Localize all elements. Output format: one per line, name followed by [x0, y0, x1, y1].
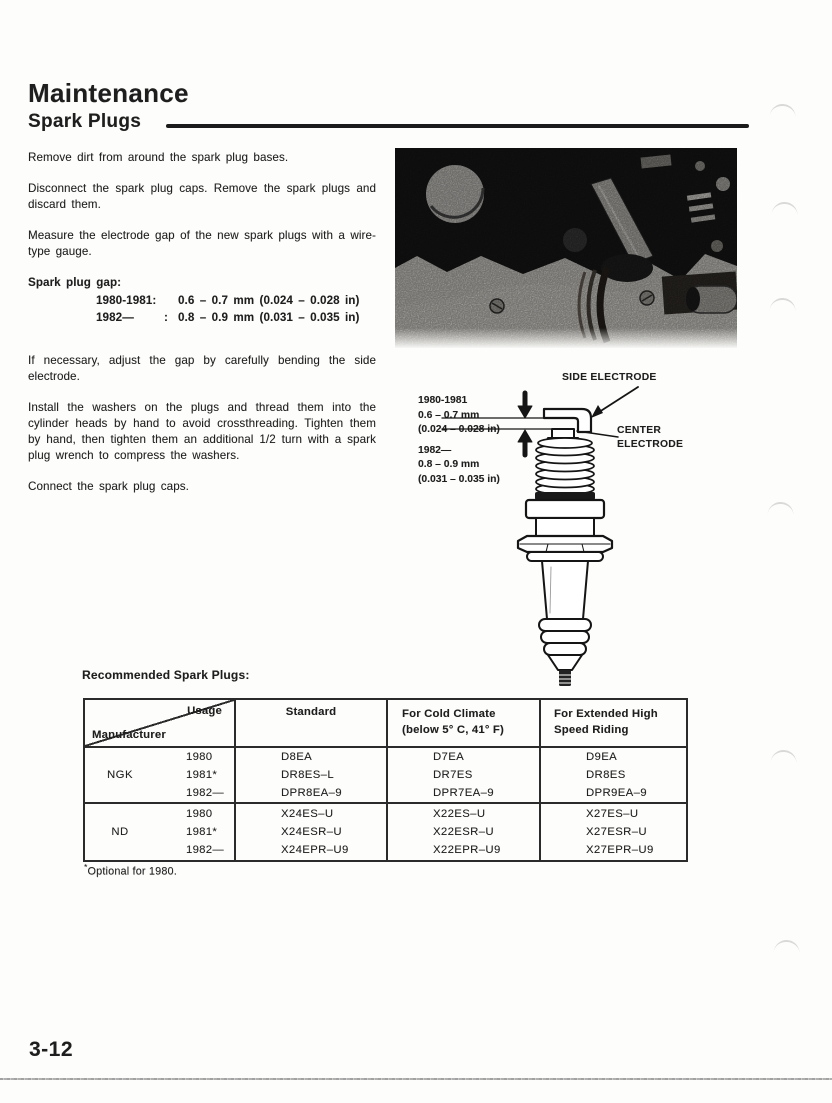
- spark-plug-diagram: [410, 368, 720, 698]
- thread-ribs: [536, 438, 594, 495]
- paragraph: Connect the spark plug caps.: [28, 480, 189, 493]
- bottom-rule: [0, 1078, 832, 1080]
- spec-row: [96, 309, 376, 326]
- gap-spec-1980-1981: 1980-1981 0.6 – 0.7 mm (0.024 – 0.028 in): [418, 395, 500, 435]
- tip-taper-shape: [548, 655, 582, 670]
- paragraph: Remove dirt from around the spark plug bases.: [28, 151, 289, 164]
- side-electrode-leader: [591, 387, 638, 418]
- body-text-column: [28, 150, 376, 510]
- cold-climate-cell: X22ES–U X22ESR–U X22EPR–U9: [386, 804, 539, 860]
- section-title: Spark Plugs: [28, 111, 142, 132]
- spec-years: 1982—: [96, 311, 134, 324]
- gasket-band: [535, 492, 595, 500]
- paragraph: Measure the electrode gap of the new spark plugs with a wire-type gauge.: [28, 229, 376, 258]
- paragraph: Disconnect the spark plug caps. Remove the spark plugs and discard them.: [28, 182, 376, 211]
- standard-header: Standard: [234, 700, 386, 746]
- paragraph: Install the washers on the plugs and thread them into the cylinder heads by hand to avoid crossthreading. Tighten them by hand, then tighten them an additional 1/2 turn with a spark plug wrench to compress the washers.: [28, 401, 376, 462]
- insulator-ribs: [539, 619, 591, 655]
- hex-nut-shape: [518, 536, 612, 552]
- gap-spec-1982: 1982— 0.8 – 0.9 mm (0.031 – 0.035 in): [418, 444, 500, 485]
- insulator-shape: [542, 561, 588, 619]
- cold-climate-header: For Cold Climate (below 5° C, 41° F): [386, 700, 539, 746]
- spark-plug-table: [83, 698, 688, 862]
- spec-colon: [164, 292, 178, 309]
- spec-value: 0.8 – 0.9 mm (0.031 – 0.035 in): [178, 311, 360, 324]
- table-heading: Recommended Spark Plugs:: [82, 668, 250, 682]
- standard-cell: X24ES–U X24ESR–U X24EPR–U9: [234, 804, 386, 860]
- scan-artifact: [772, 201, 799, 217]
- years-list: 1980 1981* 1982—: [186, 751, 224, 799]
- terminal-stud-shape: [559, 670, 571, 686]
- spec-rows: [28, 292, 376, 326]
- neck-shape: [536, 518, 594, 537]
- spec-heading: Spark plug gap:: [28, 276, 122, 289]
- side-electrode-label: SIDE ELECTRODE: [562, 372, 657, 383]
- spec-years: 1980-1981:: [96, 294, 157, 307]
- engine-photo: [395, 148, 737, 348]
- table-row-nd: [85, 802, 686, 860]
- table-header-row: [85, 700, 686, 746]
- manufacturer-cell: NGK 1980 1981* 1982—: [85, 748, 234, 802]
- cold-climate-cell: D7EA DR7ES DPR7EA–9: [386, 748, 539, 802]
- table-row-ngk: [85, 746, 686, 802]
- spec-row: [96, 292, 376, 309]
- manufacturer-header: Manufacturer: [92, 729, 166, 741]
- standard-cell: D8EA DR8ES–L DPR8EA–9: [234, 748, 386, 802]
- corner-cell: [85, 700, 234, 746]
- page-number: 3-12: [29, 1038, 74, 1061]
- scan-artifact: [770, 103, 797, 119]
- flange-shape: [526, 500, 604, 518]
- scan-artifact: [770, 297, 797, 313]
- center-electrode-label: CENTER ELECTRODE: [617, 425, 684, 450]
- scan-artifact: [774, 939, 801, 955]
- section-rule: [166, 124, 749, 128]
- years-list: 1980 1981* 1982—: [186, 808, 224, 856]
- spec-value: 0.6 – 0.7 mm (0.024 – 0.028 in): [178, 294, 360, 307]
- extended-cell: D9EA DR8ES DPR9EA–9: [539, 748, 686, 802]
- spark-plug-drawing: [440, 385, 660, 690]
- gap-arrows: [518, 393, 532, 455]
- washer-shape: [527, 552, 603, 561]
- table-footnote: *Optional for 1980.: [84, 862, 177, 878]
- extended-header: For Extended High Speed Riding: [539, 700, 686, 746]
- scan-artifact: [768, 501, 795, 517]
- manufacturer-cell: ND 1980 1981* 1982—: [85, 804, 234, 860]
- scan-artifact: [771, 749, 798, 765]
- paragraph: If necessary, adjust the gap by carefully bending the side electrode.: [28, 354, 376, 383]
- page-title: Maintenance: [28, 78, 189, 108]
- extended-cell: X27ES–U X27ESR–U X27EPR–U9: [539, 804, 686, 860]
- spec-colon: :: [164, 311, 168, 324]
- usage-header: Usage: [187, 705, 222, 717]
